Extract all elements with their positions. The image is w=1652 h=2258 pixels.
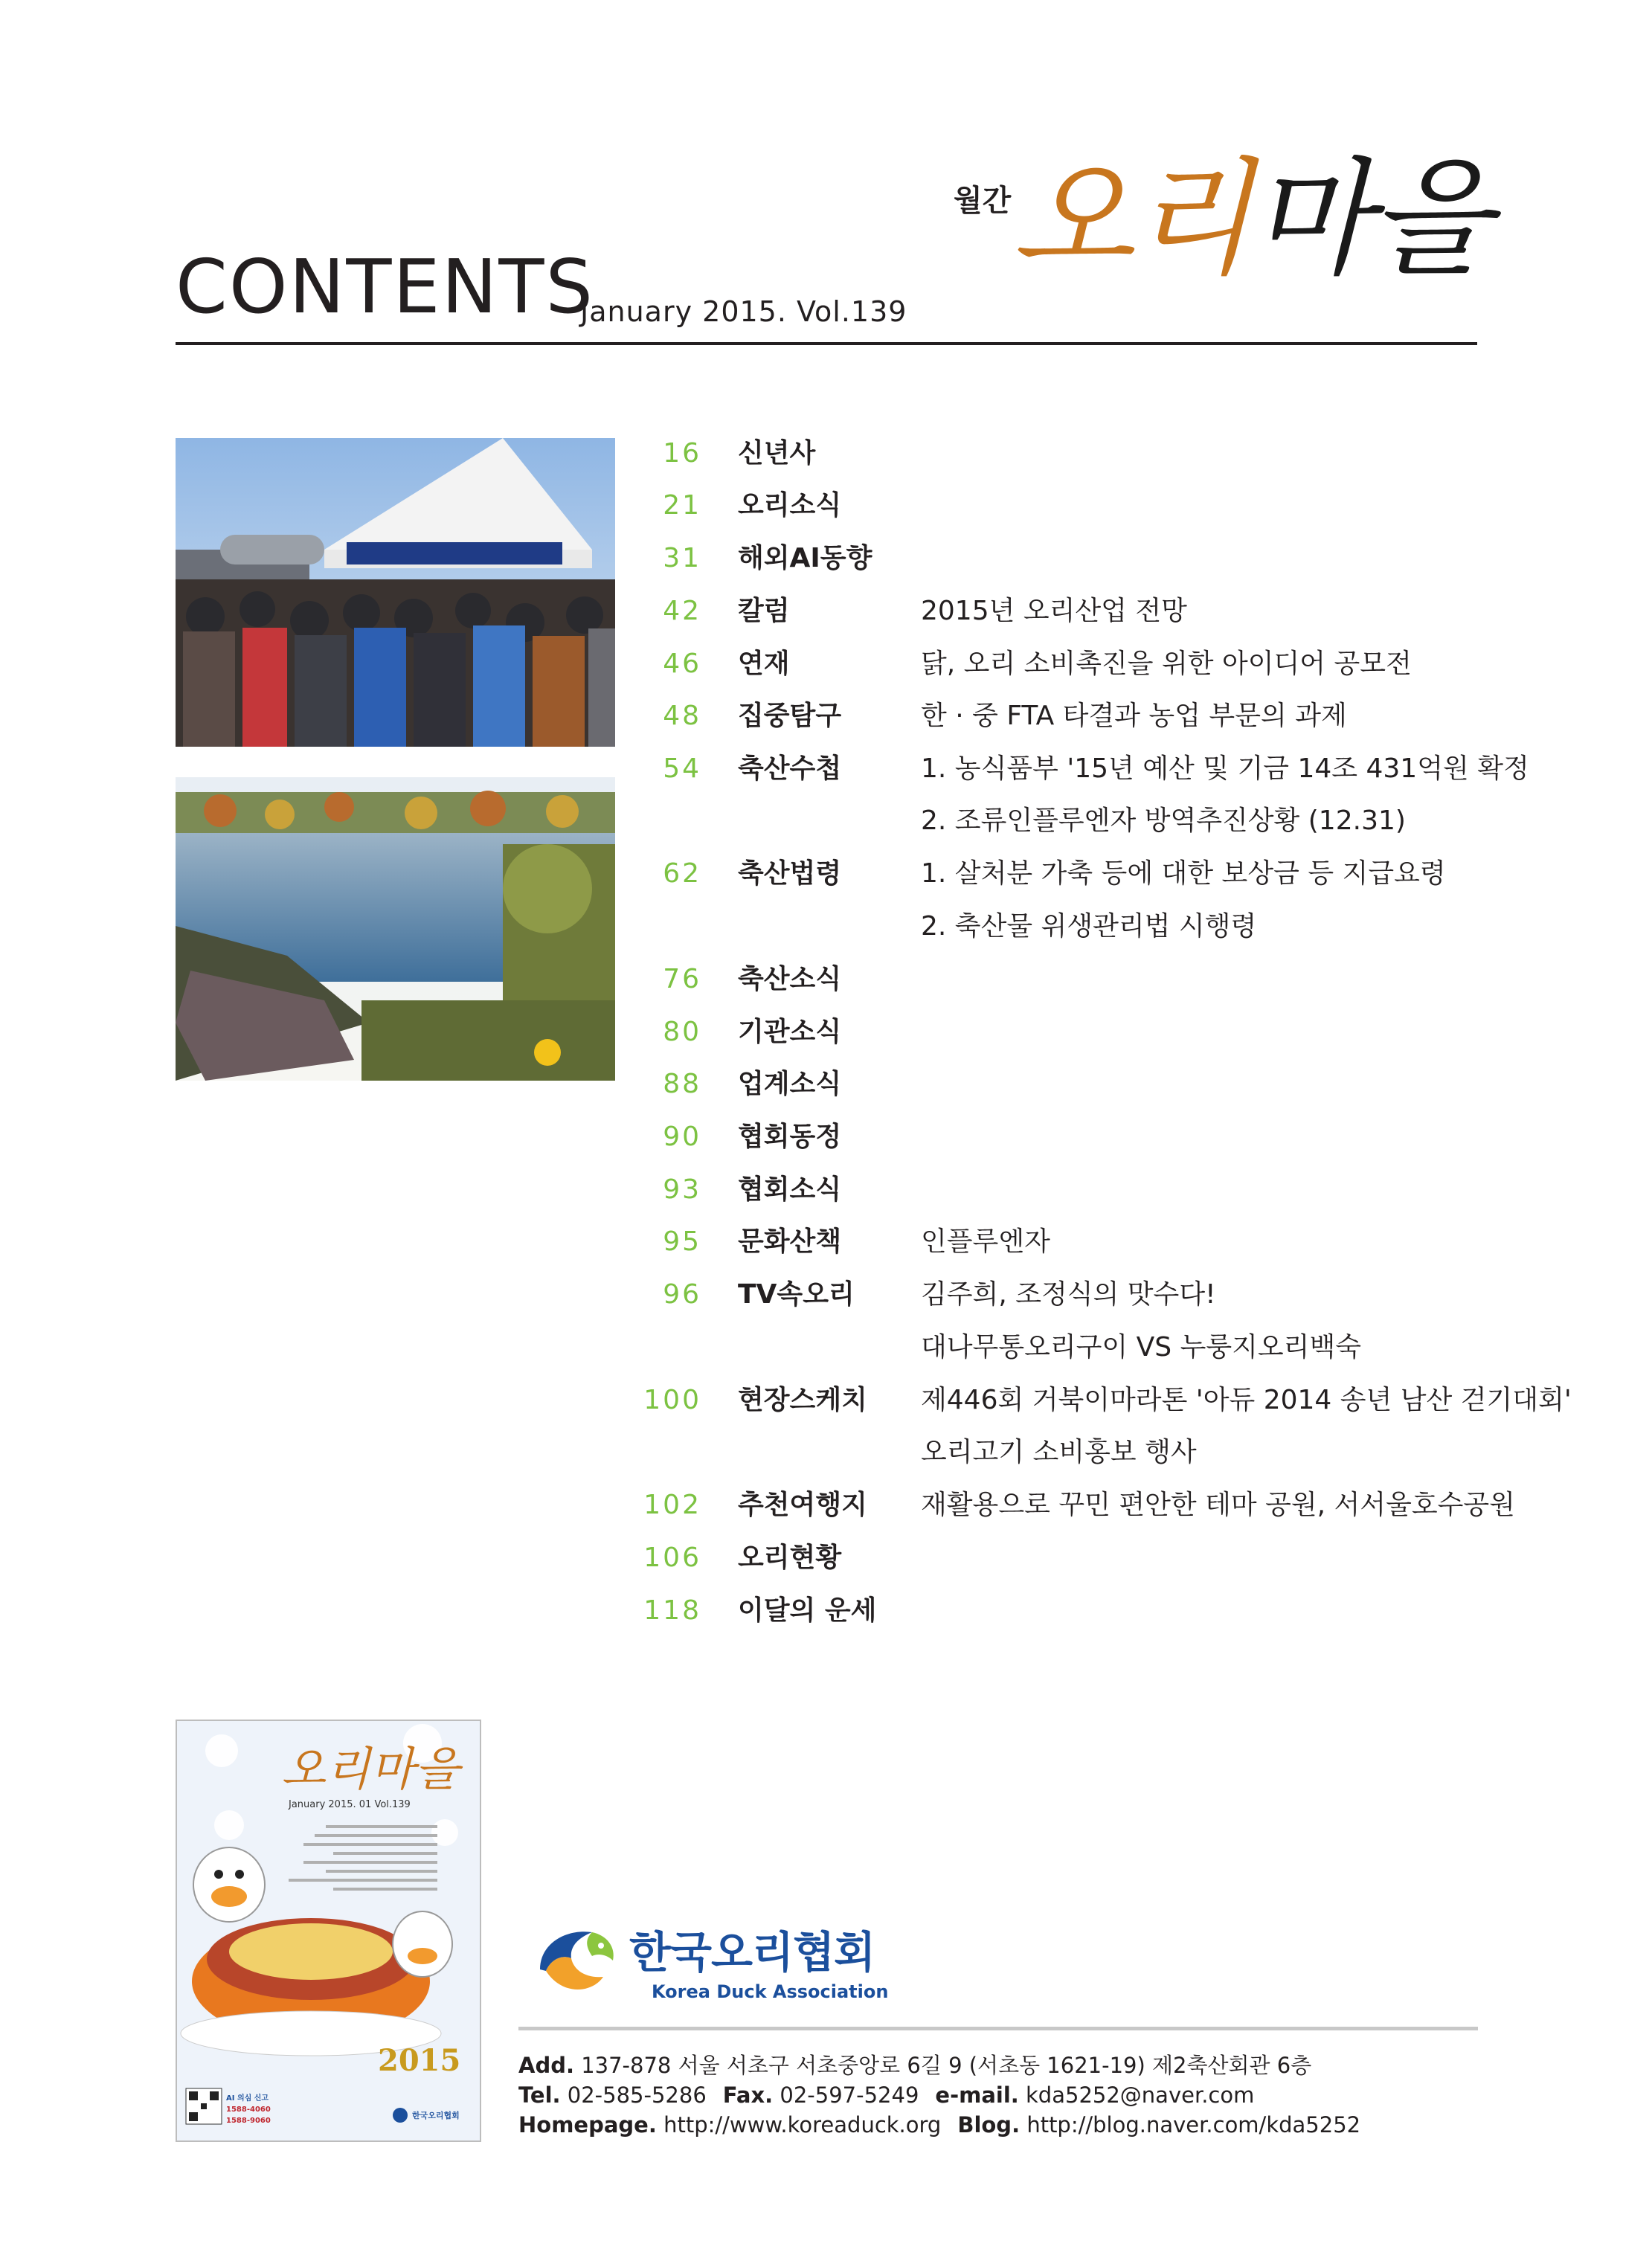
toc-row[interactable] xyxy=(0,1587,1652,1635)
toc-row[interactable] xyxy=(0,1377,1652,1424)
address-text: 137-878 서울 서초구 서초중앙로 6길 9 (서초동 1621-19) 제2축산회관 6층 xyxy=(581,2053,1312,2078)
fax-label: Fax. xyxy=(722,2082,774,2108)
email-label: e-mail. xyxy=(935,2082,1019,2108)
toc-page-number: 93 xyxy=(663,1174,701,1205)
cover-year: 2015 xyxy=(378,2043,461,2078)
toc-section-title: 축산소식 xyxy=(738,964,842,994)
toc-page-number: 46 xyxy=(663,649,701,679)
toc-description: 제446회 거북이마라톤 '아듀 2014 송년 남산 걷기대회' xyxy=(921,1385,1572,1415)
cover-hotline-1: 1588-4060 xyxy=(226,2106,271,2114)
toc-section-title: 추천여행지 xyxy=(738,1490,867,1520)
blog-link[interactable]: http://blog.naver.com/kda5252 xyxy=(1026,2112,1361,2138)
toc-description: 1. 살처분 가축 등에 대한 보상금 등 지급요령 xyxy=(921,858,1446,889)
toc-row[interactable] xyxy=(0,535,1652,582)
toc-section-title: 신년사 xyxy=(738,438,816,469)
toc-row[interactable] xyxy=(0,1009,1652,1056)
toc-section-title: 오리소식 xyxy=(738,490,842,521)
page-title: CONTENTS xyxy=(176,243,594,330)
association-name-english: Korea Duck Association xyxy=(652,1981,889,2002)
toc-row-continuation[interactable] xyxy=(0,797,1652,845)
toc-section-title: 칼럼 xyxy=(738,596,790,626)
magazine-cover-thumbnail[interactable] xyxy=(176,1720,481,2142)
homepage-link[interactable]: http://www.koreaduck.org xyxy=(663,2112,942,2138)
toc-page-number: 54 xyxy=(663,753,701,784)
header-divider xyxy=(176,342,1477,345)
issue-label: January 2015. Vol.139 xyxy=(580,295,907,328)
toc-section-title: 집중탐구 xyxy=(738,701,842,731)
toc-page-number: 118 xyxy=(643,1595,701,1626)
cover-hotline-title: AI 의심 신고 xyxy=(226,2094,269,2103)
masthead-orange-text: 오리 xyxy=(1012,146,1250,293)
toc-row[interactable] xyxy=(0,588,1652,635)
duck-emblem-icon xyxy=(533,1925,629,1999)
masthead-black-text: 마을 xyxy=(1250,146,1488,293)
toc-section-title: 이달의 운세 xyxy=(738,1595,877,1626)
toc-row-continuation[interactable] xyxy=(0,1324,1652,1371)
toc-page-number: 80 xyxy=(663,1017,701,1047)
footer-divider xyxy=(518,2027,1478,2030)
toc-description: 2. 조류인플루엔자 방역추진상황 (12.31) xyxy=(921,805,1406,836)
homepage-label: Homepage. xyxy=(518,2112,657,2138)
masthead-logo xyxy=(1012,146,1488,293)
toc-page-number: 16 xyxy=(663,438,701,469)
phone-line xyxy=(518,2080,1254,2110)
toc-section-title: 협회동정 xyxy=(738,1122,842,1152)
toc-description: 2. 축산물 위생관리법 시행령 xyxy=(921,911,1257,942)
toc-row[interactable] xyxy=(0,1166,1652,1214)
cover-issue: January 2015. 01 Vol.139 xyxy=(289,1799,411,1810)
toc-page-number: 88 xyxy=(663,1069,701,1099)
toc-row[interactable] xyxy=(0,640,1652,688)
toc-description: 한 · 중 FTA 타결과 농업 부문의 과제 xyxy=(921,701,1347,731)
cover-illustration xyxy=(177,1721,480,2140)
toc-page-number: 95 xyxy=(663,1226,701,1257)
duck-mascot-icon xyxy=(193,1847,265,1922)
toc-page-number: 100 xyxy=(643,1385,701,1415)
toc-row[interactable] xyxy=(0,1218,1652,1266)
address-label: Add. xyxy=(518,2053,574,2078)
address-line xyxy=(518,2050,1311,2080)
toc-row[interactable] xyxy=(0,692,1652,740)
toc-page-number: 42 xyxy=(663,596,701,626)
toc-row[interactable] xyxy=(0,1271,1652,1319)
toc-row[interactable] xyxy=(0,1113,1652,1161)
toc-row-continuation[interactable] xyxy=(0,903,1652,951)
blog-label: Blog. xyxy=(957,2112,1021,2138)
toc-row[interactable] xyxy=(0,850,1652,898)
tel-label: Tel. xyxy=(518,2082,561,2108)
web-line xyxy=(518,2110,1360,2140)
toc-description: 1. 농식품부 '15년 예산 및 기금 14조 431억원 확정 xyxy=(921,753,1529,784)
toc-section-title: 오리현황 xyxy=(738,1543,842,1573)
toc-description: 닭, 오리 소비촉진을 위한 아이디어 공모전 xyxy=(921,649,1412,679)
toc-description: 재활용으로 꾸민 편안한 테마 공원, 서서울호수공원 xyxy=(921,1490,1515,1520)
cover-masthead: 오리마을 xyxy=(281,1742,460,1796)
toc-row[interactable] xyxy=(0,956,1652,1003)
association-name: 한국오리협회 xyxy=(629,1927,875,1978)
toc-description: 김주희, 조정식의 맛수다! xyxy=(921,1279,1216,1310)
toc-row-continuation[interactable] xyxy=(0,1429,1652,1476)
toc-section-title: 업계소식 xyxy=(738,1069,842,1099)
toc-page-number: 96 xyxy=(663,1279,701,1310)
association-logo-icon xyxy=(533,1925,629,1999)
duck-mascot-icon xyxy=(393,1911,452,1977)
cover-publisher: 한국오리협회 xyxy=(412,2111,460,2120)
toc-section-title: 해외AI동향 xyxy=(738,543,872,573)
toc-page-number: 76 xyxy=(663,964,701,994)
toc-row[interactable] xyxy=(0,482,1652,530)
toc-section-title: 연재 xyxy=(738,649,790,679)
toc-description: 2015년 오리산업 전망 xyxy=(921,596,1187,626)
toc-row[interactable] xyxy=(0,1061,1652,1108)
toc-row[interactable] xyxy=(0,430,1652,477)
toc-row[interactable] xyxy=(0,745,1652,793)
masthead-subtitle: 월간 xyxy=(954,184,1012,218)
toc-section-title: 문화산책 xyxy=(738,1226,842,1257)
toc-page-number: 31 xyxy=(663,543,701,573)
toc-page-number: 90 xyxy=(663,1122,701,1152)
toc-row[interactable] xyxy=(0,1482,1652,1529)
fax-number: 02-597-5249 xyxy=(780,2082,919,2108)
toc-page-number: 48 xyxy=(663,701,701,731)
toc-page-number: 62 xyxy=(663,858,701,889)
toc-page-number: 106 xyxy=(643,1543,701,1573)
toc-section-title: 현장스케치 xyxy=(738,1385,867,1415)
email-address[interactable]: kda5252@naver.com xyxy=(1026,2082,1255,2108)
toc-description: 대나무통오리구이 VS 누룽지오리백숙 xyxy=(921,1332,1362,1363)
toc-row[interactable] xyxy=(0,1534,1652,1582)
toc-description: 오리고기 소비홍보 행사 xyxy=(921,1437,1197,1467)
cover-hotline-2: 1588-9060 xyxy=(226,2117,271,2125)
toc-section-title: TV속오리 xyxy=(738,1279,855,1310)
toc-page-number: 21 xyxy=(663,490,701,521)
toc-page-number: 102 xyxy=(643,1490,701,1520)
toc-section-title: 축산수첩 xyxy=(738,753,842,784)
toc-section-title: 기관소식 xyxy=(738,1017,842,1047)
toc-section-title: 축산법령 xyxy=(738,858,842,889)
toc-description: 인플루엔자 xyxy=(921,1226,1050,1257)
tel-number: 02-585-5286 xyxy=(567,2082,707,2108)
toc-section-title: 협회소식 xyxy=(738,1174,842,1205)
